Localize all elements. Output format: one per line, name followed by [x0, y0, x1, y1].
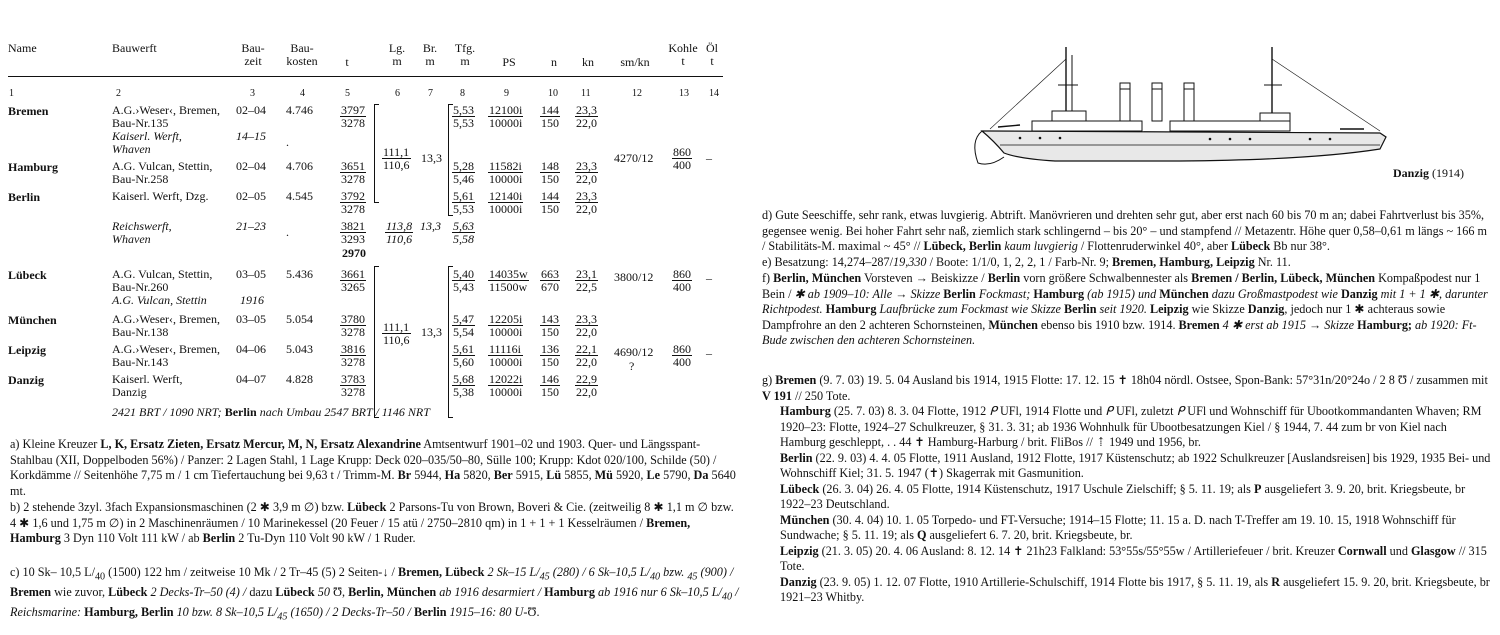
history-entry: Lübeck (26. 3. 04) 26. 4. 05 Flotte, 1914 Küstenschutz, 1917 Uschule Zielschiff; § 5. 11. 19; als P ausgeliefert 3. 9. 20, brit. Kriegsbeute, br 1922–23 Deutschland. [780, 481, 1466, 511]
builder-yard: A.G. Vulcan, Stettin, [112, 159, 213, 173]
paragraph-d: d) Gute Seeschiffe, sehr rank, etwas luvgierig. Abtrift. Manövrieren und drehten sehr gut, aber erst nach 60 bis 70 m an; dabei Fahrtverlust bis 35%, gegensee wenig. Bei hoher Fahrt sehr naß, ziemlich stark schlingernd – bis 20° – und stampfend // Metazentr. Höhe quer 0,58–0,61 m längs ~ 166 m / Stabilitäts-M. maximal ~ 45° // Lübeck, Berlin kaum luvgierig / Flottenruderwinkel 40°, aber Lübeck Bb nur 38°. [762, 208, 1487, 254]
speed-knots: $\frac{22,1}{22,0}$ [576, 342, 597, 369]
ship-name: Leipzig [8, 343, 46, 357]
colnum: 11 [581, 88, 591, 99]
colnum: 13 [679, 88, 689, 99]
builder-yard-detail: Danzig [112, 385, 147, 399]
builder-yard: A.G.›Weser‹, Bremen, [112, 312, 220, 326]
history-entry: Danzig (23. 9. 05) 1. 12. 07 Flotte, 1910 Artillerie-Schulschiff, 1914 Flotte bis 1917, § 5. 11. 19, als R ausgeliefert 15. 9. 20, brit. Kriegsbeute, br 1921–23 Whitby. [780, 574, 1490, 604]
draught: $\frac{5,63}{5,58}$ [453, 219, 474, 246]
length-group2: $\frac{111,1}{110,6}$ [383, 320, 410, 347]
build-period: 04–07 [236, 372, 266, 386]
col-header-bauzeit: Bau- zeit [241, 41, 265, 68]
draught: $\frac{5,28}{5,46}$ [453, 159, 474, 186]
col-header-tiefgang: Tfg. m [454, 41, 476, 68]
rpm: $\frac{143}{150}$ [541, 312, 559, 339]
colnum: 10 [548, 88, 558, 99]
displacement: $\frac{3797}{3278}$ [341, 103, 365, 130]
rpm: $\frac{148}{150}$ [541, 159, 559, 186]
col-header-breite: Br. m [422, 41, 438, 68]
col-header-smkn: sm/kn [620, 55, 650, 69]
builder-yard: Kaiserl. Werft, Dzg. [112, 189, 209, 203]
colnum: 14 [709, 88, 719, 99]
builder-yard-detail: Bau-Nr.135 [112, 116, 169, 130]
history-entry: g) Bremen (9. 7. 03) 19. 5. 04 Ausland bis 1914, 1915 Flotte: 17. 12. 15 ✝ 18h04 nördl. Ostsee, Spon-Bank: 57°31n/20°24o / 2 8 Ʊ / zusammen mit V 191 // 250 Tote. [762, 373, 1488, 403]
speed-knots: $\frac{23,3}{22,0}$ [576, 312, 597, 339]
speed-knots: $\frac{23,3}{22,0}$ [576, 189, 597, 216]
builder-yard-detail: Whaven [112, 142, 151, 156]
build-period: 02–05 [236, 189, 266, 203]
rpm: $\frac{144}{150}$ [541, 189, 559, 216]
builder-yard-detail: Bau-Nr.258 [112, 172, 169, 186]
length-group1: $\frac{111,1}{110,6}$ [383, 145, 410, 172]
displacement-extra: 2970 [342, 246, 366, 260]
speed-knots: $\frac{23,3}{22,0}$ [576, 159, 597, 186]
col-header-oel: Öl t [706, 41, 718, 68]
colnum: 8 [460, 88, 465, 99]
speed-knots: $\frac{23,1}{22,5}$ [576, 267, 597, 294]
builder-yard: A.G.›Weser‹, Bremen, [112, 103, 220, 117]
builder-yard-rebuild: A.G. Vulcan, Stettin [112, 293, 207, 307]
oil-group1: – [706, 151, 712, 165]
builder-yard: Kaiserl. Werft, [112, 372, 183, 386]
builder-yard: Kaiserl. Werft, [112, 129, 182, 143]
colnum: 1 [9, 88, 14, 99]
build-cost: . [286, 225, 289, 239]
displacement: $\frac{3651}{3278}$ [341, 159, 365, 186]
horsepower: $\frac{12022i}{10000i}$ [489, 372, 523, 399]
build-cost: 4.828 [286, 372, 313, 386]
build-cost: 5.054 [286, 312, 313, 326]
draught: $\frac{5,68}{5,38}$ [453, 372, 474, 399]
draught: $\frac{5,53}{5,53}$ [453, 103, 474, 130]
paragraph-f: f) Berlin, München Vorsteven → Beiskizze / Berlin vorn größere Schwalbennester als Bremen / Berlin, Lübeck, München Kompaßpodest nur 1 Bein / ✱ ab 1909–10: Alle → Skizze Berlin Fockmast; Hamburg (ab 1915) und München dazu Großmastpodest wie Danzig mit 1 + 1 ✱, darunter Richtpodest. Hamburg Laufbrücke zum Fockmast wie Skizze Berlin seit 1920. Leipzig wie Skizze Danzig, jedoch nur 1 ✱ achteraus sowie Dampfrohre an den 2 achteren Schornsteinen, München ebenso bis 1910 bzw. 1914. Bremen 4 ✱ erst ab 1915 → Skizze Hamburg; ab 1920: Ft-Bude zwischen den achteren Schornsteinen. [762, 271, 1488, 348]
horsepower: $\frac{11116i}{10000i}$ [489, 342, 523, 369]
displacement: $\frac{3816}{3278}$ [341, 342, 365, 369]
displacement: $\frac{3821}{3293}$ [341, 219, 365, 246]
table-footer: 2421 BRT / 1090 NRT; Berlin nach Umbau 2547 BRT / 1146 NRT [112, 405, 430, 419]
col-header-baukosten: Bau- kosten [286, 41, 318, 68]
col-header-kohle: Kohle t [668, 41, 698, 68]
horsepower: $\frac{12140i}{10000i}$ [489, 189, 523, 216]
build-cost: 4.706 [286, 159, 313, 173]
builder-yard: Reichswerft, [112, 219, 172, 233]
colnum: 3 [250, 88, 255, 99]
build-cost: . [286, 135, 289, 149]
build-period: 03–05 [236, 267, 266, 281]
col-header-werft: Bauwerft [112, 41, 157, 55]
oil: – [706, 271, 712, 285]
displacement: $\frac{3792}{3278}$ [341, 189, 365, 216]
beam: 13,3 [420, 219, 441, 233]
draught: $\frac{5,61}{5,53}$ [453, 189, 474, 216]
horsepower: $\frac{12100i}{10000i}$ [489, 103, 523, 130]
build-cost: 4.545 [286, 189, 313, 203]
col-header-name: Name [8, 41, 37, 55]
coal: $\frac{860}{400}$ [673, 267, 691, 294]
length: $\frac{113,8}{110,6}$ [386, 219, 413, 246]
draught: $\frac{5,40}{5,43}$ [453, 267, 474, 294]
colnum: 4 [300, 88, 305, 99]
col-header-ps: PS [502, 55, 516, 69]
paragraph-b: b) 2 stehende 3zyl. 3fach Expansionsmaschinen (2 ✱ 3,9 m ∅) bzw. Lübeck 2 Parsons-Tu von Brown, Boveri & Cie. (zeitweilig 8 ✱ 1,1 m ∅ bzw. 4 ✱ 1,6 und 1,75 m ∅) in 2 Maschinenräumen / 10 Marinekessel (20 Feuer / 15 atü / 2750–2810 qm) in 1 + 1 + 1 Kesselräumen / Bremen, Hamburg 3 Dyn 110 Volt 111 kW / ab Berlin 2 Tu-Dyn 110 Volt 90 kW / 1 Ruder. [10, 500, 734, 546]
colnum: 9 [504, 88, 509, 99]
range-note: ? [629, 359, 635, 373]
cruiser-profile-icon [960, 45, 1410, 180]
col-header-kn: kn [582, 55, 594, 69]
ship-name: Bremen [8, 104, 49, 118]
paragraph-e: e) Besatzung: 14,274–287/19,330 / Boote: 1/1/0, 1, 2, 2, 1 / Farb-Nr. 9; Bremen, Hamburg, Leipzig Nr. 11. [762, 255, 1291, 269]
paragraph-a: a) Kleine Kreuzer L, K, Ersatz Zieten, Ersatz Mercur, M, N, Ersatz Alexandrine Amtsentwurf 1901–02 und 1903. Quer- und Längsspant-Stahlbau (XII, Doppelboden 56%) / Panzer: 2 Lagen Stahl, 1 Lage Krupp: Deck 020–035/50–80, Sülle 100; Krupp: Kdot 020/100, Schilde (50) / Korkdämme // Seitenhöhe 7,75 m / 1 cm Tiefertauchung bei 9,63 t / Trimm-M. Br 5944, Ha 5820, Ber 5915, Lü 5855, Mü 5920, Le 5790, Da 5640 mt. [10, 437, 736, 498]
colnum: 12 [632, 88, 642, 99]
build-period: 02–04 [236, 103, 266, 117]
draught: $\frac{5,61}{5,60}$ [453, 342, 474, 369]
history-entry: München (30. 4. 04) 10. 1. 05 Torpedo- und FT-Versuche; 1914–15 Flotte; 11. 15 a. D. nach T-Treffer am 19. 10. 15, 1918 Wohnschiff für Sundwache; § 5. 11. 19; als Q ausgeliefert 6. 7. 20, brit. Kriegsbeute, br. [780, 512, 1456, 542]
history-entry: Berlin (22. 9. 03) 4. 4. 05 Flotte, 1911 Ausland, 1912 Flotte, 1917 Küstenschutz; ab 1922 Schulkreuzer [Auslandsreisen] bis 1929, 1935 Bei- und Wohnschiff Kiel; 31. 5. 1947 (✝) Skagerrak mit Gasmunition. [780, 450, 1491, 480]
rpm: $\frac{136}{150}$ [541, 342, 559, 369]
displacement: $\frac{3780}{3278}$ [341, 312, 365, 339]
header-rule [8, 76, 723, 77]
rpm: $\frac{146}{150}$ [541, 372, 559, 399]
speed-knots: $\frac{23,3}{22,0}$ [576, 103, 597, 130]
coal-group1: $\frac{860}{400}$ [673, 145, 691, 172]
range-group1: 4270/12 [614, 151, 654, 165]
beam-group1: 13,3 [421, 151, 442, 165]
build-period: 03–05 [236, 312, 266, 326]
build-period: 02–04 [236, 159, 266, 173]
range: 3800/12 [614, 270, 654, 284]
bracket-tfg-group1 [448, 104, 453, 216]
draught: $\frac{5,47}{5,54}$ [453, 312, 474, 339]
colnum: 5 [345, 88, 350, 99]
builder-yard: A.G.›Weser‹, Bremen, [112, 342, 220, 356]
oil: – [706, 346, 712, 360]
speed-knots: $\frac{22,9}{22,0}$ [576, 372, 597, 399]
bracket-tfg-group2 [448, 266, 453, 418]
colnum: 7 [428, 88, 433, 99]
col-header-t: t [345, 55, 349, 69]
horsepower: $\frac{14035w}{11500w}$ [489, 267, 528, 294]
paragraph-g-history [762, 373, 1492, 606]
bracket-lg-group1 [374, 104, 379, 203]
coal: $\frac{860}{400}$ [673, 342, 691, 369]
ship-name: Danzig [8, 373, 44, 387]
bracket-lg-group2 [374, 266, 379, 418]
ship-name: Hamburg [8, 160, 59, 174]
ship-drawing [960, 45, 1410, 180]
builder-yard-detail: Bau-Nr.143 [112, 355, 169, 369]
rpm: $\frac{663}{670}$ [541, 267, 559, 294]
horsepower: $\frac{11582i}{10000i}$ [489, 159, 523, 186]
horsepower: $\frac{12205i}{10000i}$ [489, 312, 523, 339]
build-period: 04–06 [236, 342, 266, 356]
build-cost: 4.746 [286, 103, 313, 117]
builder-yard-detail: Bau-Nr.138 [112, 325, 169, 339]
ship-name: Berlin [8, 190, 40, 204]
drawing-caption: Danzig (1914) [1393, 166, 1464, 180]
displacement: $\frac{3783}{3278}$ [341, 372, 365, 399]
rebuild-year: 1916 [240, 293, 264, 307]
build-period: 14–15 [236, 129, 266, 143]
beam-group2: 13,3 [421, 325, 442, 339]
history-entry: Leipzig (21. 3. 05) 20. 4. 06 Ausland: 8. 12. 14 ✝ 21h23 Falkland: 53°55s/55°55w / Artilleriefeuer / brit. Kreuzer Cornwall und Glasgow // 315 Tote. [780, 543, 1487, 573]
rpm: $\frac{144}{150}$ [541, 103, 559, 130]
builder-yard-detail: Whaven [112, 232, 151, 246]
paragraph-c: c) 10 Sk– 10,5 $L/_{40}$ (1500) 122 hm / zeitweise 10 Mk / 2 Tr–45 (5) 2 Seiten-↓ / Bremen, Lübeck 2 Sk–15 $L/_{45}$ (280) / 6 Sk–10,5 $L/_{40}$ bzw. $_{45}$ (900) / Bremen wie zuvor, Lübeck 2 Decks-Tr–50 (4) / dazu Lübeck 50 Ʊ, Berlin, München ab 1916 desarmiert / Hamburg ab 1916 nur 6 Sk–10,5 $L/_{40}$ / Reichsmarine: Hamburg, Berlin 10 bzw. 8 Sk–10,5 $L/_{45}$ (1650) / 2 Decks-Tr–50 / Berlin 1915–16: 80 U-Ʊ. [10, 565, 739, 623]
builder-yard-detail: Bau-Nr.260 [112, 280, 169, 294]
col-header-laenge: Lg. m [388, 41, 406, 68]
displacement: $\frac{3661}{3265}$ [341, 267, 365, 294]
ship-name: Lübeck [8, 268, 47, 282]
range: 4690/12 [614, 345, 654, 359]
col-header-n: n [551, 55, 557, 69]
colnum: 6 [395, 88, 400, 99]
history-entry: Hamburg (25. 7. 03) 8. 3. 04 Flotte, 1912 ᑭ UFl, 1914 Flotte und ᑭ UFl, zuletzt ᑭ UFl und Wohnschiff für Ubootkommandanten Whaven; RM 1920–23: Flotte, 1924–27 Schulkreuzer, § 31. 3. 31; ab 1936 Wohnhulk für Ubootbesatzungen Kiel / § 1944, 7. 44 zum br von Kiel nach Hamburg geschleppt, . . 44 ✝ Hamburg-Harburg / brit. FliBos // ⇡ 1949 und 1956, br. [780, 404, 1482, 449]
build-cost: 5.436 [286, 267, 313, 281]
builder-yard: A.G. Vulcan, Stettin, [112, 267, 213, 281]
build-cost: 5.043 [286, 342, 313, 356]
colnum: 2 [116, 88, 121, 99]
build-period: 21–23 [236, 219, 266, 233]
ship-name: München [8, 313, 57, 327]
